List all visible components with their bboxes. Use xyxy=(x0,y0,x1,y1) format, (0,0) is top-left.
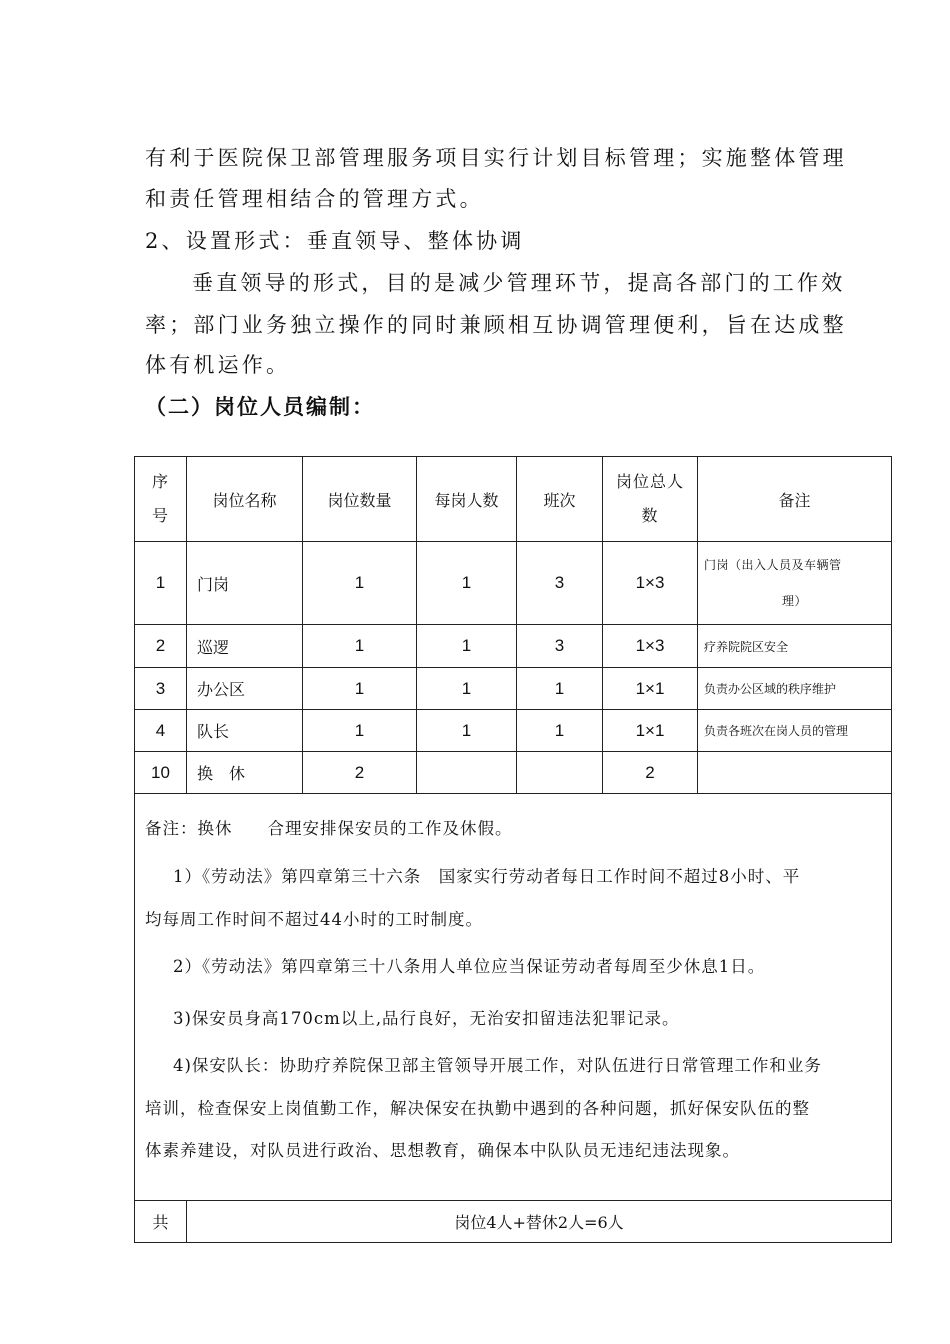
row-total: 1×1 xyxy=(603,668,698,710)
row-post-name: 办公区 xyxy=(187,668,303,710)
table-row xyxy=(135,752,892,794)
row-seq: 4 xyxy=(135,710,187,752)
intro-line-2: 和责任管理相结合的管理方式。 xyxy=(145,187,484,211)
row-post-name: 巡逻 xyxy=(187,625,303,668)
row-post-count: 1 xyxy=(303,668,417,710)
note-line: 体素养建设，对队员进行政治、思想教育，确保本中队队员无违纪违法现象。 xyxy=(145,1141,740,1160)
row-per-post: 1 xyxy=(417,668,517,710)
note-line: 4)保安队长：协助疗养院保卫部主管领导开展工作，对队伍进行日常管理工作和业务 xyxy=(173,1056,822,1075)
note-line: 2）《劳动法》第四章第三十八条用人单位应当保证劳动者每周至少休息1日。 xyxy=(173,957,766,976)
row-remark: 疗养院院区安全 xyxy=(698,625,892,668)
row-total: 2 xyxy=(603,752,698,794)
body-line-3: 体有机运作。 xyxy=(145,353,291,377)
header-per-post: 每岗人数 xyxy=(417,457,517,542)
total-value: 岗位4人+替休2人=6人 xyxy=(187,1201,892,1243)
row-per-post: 1 xyxy=(417,625,517,668)
row-seq: 3 xyxy=(135,668,187,710)
note-line: 培训，检查保安上岗值勤工作，解决保安在执勤中遇到的各种问题，抓好保安队伍的整 xyxy=(145,1099,810,1118)
body-line-2: 率；部门业务独立操作的同时兼顾相互协调管理便利，旨在达成整 xyxy=(145,313,847,337)
row-remark: 负责各班次在岗人员的管理 xyxy=(698,710,892,752)
note-line: 3)保安员身高170cm以上,品行良好，无治安扣留违法犯罪记录。 xyxy=(173,1009,680,1028)
row-remark: 门岗（出入人员及车辆管 理） xyxy=(698,542,892,625)
header-post-name: 岗位名称 xyxy=(187,457,303,542)
table-row xyxy=(135,542,892,625)
row-seq: 10 xyxy=(135,752,187,794)
row-total: 1×3 xyxy=(603,542,698,625)
row-shifts: 3 xyxy=(517,542,603,625)
row-total: 1×1 xyxy=(603,710,698,752)
total-label: 共 xyxy=(135,1201,187,1243)
row-per-post: 1 xyxy=(417,710,517,752)
row-shifts xyxy=(517,752,603,794)
row-remark xyxy=(698,752,892,794)
row-seq: 2 xyxy=(135,625,187,668)
total-row xyxy=(135,1201,892,1243)
row-remark: 负责办公区域的秩序维护 xyxy=(698,668,892,710)
row-post-count: 1 xyxy=(303,710,417,752)
header-post-count: 岗位数量 xyxy=(303,457,417,542)
row-post-count: 1 xyxy=(303,542,417,625)
row-shifts: 3 xyxy=(517,625,603,668)
table-header-row xyxy=(135,457,892,542)
header-remark: 备注 xyxy=(698,457,892,542)
header-shifts: 班次 xyxy=(517,457,603,542)
body-line-1: 垂直领导的形式，目的是减少管理环节，提高各部门的工作效 xyxy=(192,271,846,295)
note-line: 均每周工作时间不超过44小时的工时制度。 xyxy=(145,910,483,929)
header-seq: 序 号 xyxy=(135,457,187,542)
header-total: 岗位总人 数 xyxy=(603,457,698,542)
table-row xyxy=(135,625,892,668)
row-post-count: 2 xyxy=(303,752,417,794)
row-total: 1×3 xyxy=(603,625,698,668)
staffing-heading: （二）岗位人员编制： xyxy=(145,394,375,419)
row-per-post: 1 xyxy=(417,542,517,625)
row-post-count: 1 xyxy=(303,625,417,668)
note-line: 1）《劳动法》第四章第三十六条 国家实行劳动者每日工作时间不超过8小时、平 xyxy=(173,867,801,886)
section-title: 2、设置形式：垂直领导、整体协调 xyxy=(145,229,525,253)
staffing-table xyxy=(134,456,892,1243)
row-shifts: 1 xyxy=(517,710,603,752)
row-shifts: 1 xyxy=(517,668,603,710)
row-post-name: 门岗 xyxy=(187,542,303,625)
notes-cell xyxy=(135,794,892,1201)
row-per-post xyxy=(417,752,517,794)
row-post-name: 队长 xyxy=(187,710,303,752)
intro-line-1: 有利于医院保卫部管理服务项目实行计划目标管理；实施整体管理 xyxy=(145,146,847,170)
notes-row xyxy=(135,794,892,1201)
row-seq: 1 xyxy=(135,542,187,625)
note-line: 备注：换休 合理安排保安员的工作及休假。 xyxy=(145,819,513,838)
row-post-name: 换 休 xyxy=(187,752,303,794)
table-row xyxy=(135,710,892,752)
table-row xyxy=(135,668,892,710)
